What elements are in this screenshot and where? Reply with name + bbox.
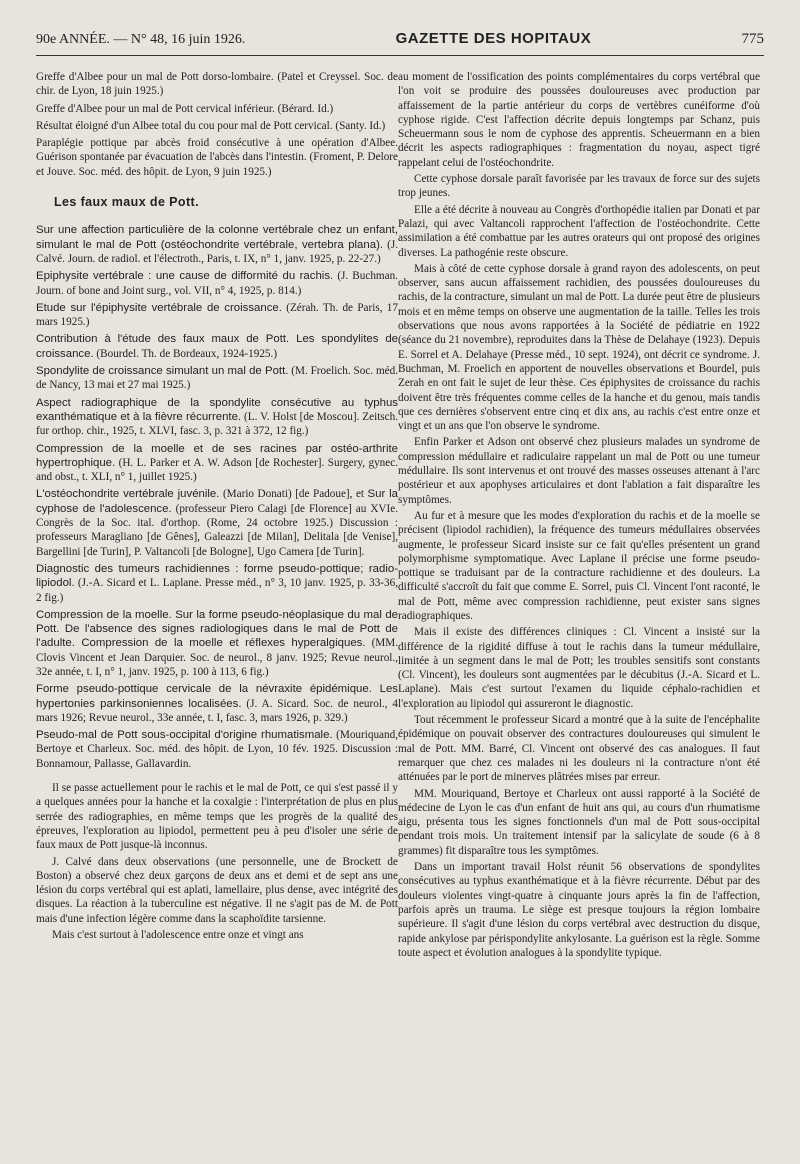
body-paragraph: Tout récemment le professeur Sicard a montré que à la suite de l'encéphalite épidémique on pouvait observer des contractures douloureuses qui simulent le mal de Pott. MM. Barré, Cl. Vincent ont observé des cas analogues. Il faut remarquer que chez ces malades ni les douleurs ni la contracture n'ont été atténuées par le port de minerves plâtrées mises par erreur. (398, 714, 760, 784)
item-heading: Sur une affection particulière de la colonne vertébrale chez un enfant, simulant le mal de Pott (ostéochondrite vertébrale, vertebra plana). (36, 224, 398, 251)
item-citation: (Zérah. Th. de Paris, 17 mars 1925.) (36, 301, 398, 329)
right-column (398, 70, 760, 962)
section-title: Les faux maux de Pott. (54, 195, 199, 210)
page-header (36, 30, 764, 52)
body-paragraph: Mais c'est surtout à l'adolescence entre onze et vingt ans (52, 929, 304, 942)
item-heading: Diagnostic des tumeurs rachidiennes : forme pseudo-pottique; radio-lipiodol. (36, 562, 398, 590)
item-heading: Aspect radiographique de la spondylite consécutive au typhus exanthématique et à la fièvre récurrente. (36, 396, 398, 423)
item-citation: (J.-A. Sicard et L. Laplane. Presse méd., n° 3, 10 janv. 1925, p. 33-36, 2 fig.) (36, 577, 398, 604)
bibliography-item (36, 396, 398, 439)
item-heading: Compression de la moelle. Sur la forme pseudo-néoplasique du mal de Pott. De l'absence des signes radiologiques dans le mal de Pott de l'adulte. Compression de la moelle et réflexes hyperalgiques. (36, 608, 398, 650)
header-rule (36, 55, 764, 56)
body-paragraph: J. Calvé dans deux observations (une personnelle, une de Brockett de Boston) a observé chez deux garçons de deux ans et demi et de sept ans une lésion du corps vertébral qui est aplati, lamellaire, plus dense, avec intégrité des disques. La réaction à la tuberculine est négative. Il ne s'agit pas de M. de Pott mais d'une infection légère comme dans la scaphoïdite tarsienne. (36, 855, 398, 925)
item-citation: (MM. Clovis Vincent et Jean Darquier. Soc. de neurol., 8 janv. 1925; Revue neurol., 32e année, t. I, n° 1, janv. 1925, p. 100 à 113, 6 fig.) (36, 637, 398, 678)
bibliography-item (36, 364, 398, 393)
item-heading: Compression de la moelle et de ses racines par ostéo-arthrite hypertrophique. (36, 442, 398, 469)
item-heading: Sur la cyphose de l'adolescence. (36, 488, 399, 515)
page-number: 775 (741, 31, 764, 47)
bibliography-item (36, 332, 398, 361)
body-paragraph: Mais il existe des différences cliniques : Cl. Vincent a insisté sur la différence de la rigidité diffuse à tout le rachis dans la tumeur médullaire, limitée à un segment dans le mal de Pott; les troubles sensitifs sont constants (Cl. Vincent), les douleurs sont augmentées par le décubitus (J.-A. Sicard et L. Laplane). Mais c'est surtout l'examen du liquide céphalo-rachidien et l'exploration au lipiodol qui assureront le diagnostic. (398, 626, 760, 710)
item-citation: (Bourdel. Th. de Bordeaux, 1924-1925.) (96, 347, 278, 360)
body-paragraph: Mais à côté de cette cyphose dorsale à grand rayon des adolescents, on peut observer, sans aucun affaissement rachidien, des poussées douloureuses du rachis, de la contracture, simulant un mal de Pott. La durée peut être de plusieurs mois et en même temps on observe une augmentation de la taille. Telles les trois observations que nous avons rapportées à la Société de pédiatrie en 1922 (séance du 21 novembre), reproduites dans la Thèse de Delahaye (1923). Depuis E. Sorrel et A. Delahaye (Presse méd., 10 sept. 1924), ont décrit ce syndrome. J. Buchman, M. Froelich en apportent de nouvelles observations et Bourdel, puis Zerah en ont fait le sujet de leur thèse. Ces épiphysites de croissance du rachis doivent être très fréquentes comme celles de la hanche et du genou, mais tandis que ces dernières s'observent entre cinq et dix ans, au rachis c'est entre onze et vingt et un ans que l'on observe le syndrome. (398, 262, 760, 433)
issue-info: 90e ANNÉE. — N° 48, 16 juin 1926. (36, 32, 246, 47)
bibliography-item (36, 487, 398, 558)
body-paragraph: Enfin Parker et Adson ont observé chez plusieurs malades un syndrome de compression médullaire et radiculaire rappelant un mal de Pott ou une tumeur médullaire. Ils sont intervenus et ont trouvé des masses osseuses attenant à l'arc postérieur et aux apophyses articulaires et dont l'ablation a fait disparaître les symptômes. (398, 436, 760, 506)
bibliography-item (36, 682, 398, 725)
bibliography-item (36, 562, 398, 605)
journal-title: GAZETTE DES HOPITAUX (395, 30, 592, 47)
item-citation: (M. Froelich. Soc. méd. de Nancy, 13 mai et 27 mai 1925.) (36, 365, 399, 392)
item-citation: (H. L. Parker et A. W. Adson [de Rochester]. Surgery, gynec. and obst., t. XLI, n° 1, juillet 1925.) (36, 456, 399, 484)
item-citation: (Mouriquand, Bertoye et Charleux. Soc. méd. des hôpit. de Lyon, 10 fév. 1925. Discussion : Bonnamour, Pallasse, Gallavardin. (36, 729, 398, 770)
item-heading: Epiphysite vertébrale : une cause de difformité du rachis. (36, 270, 334, 283)
body-paragraph: Il se passe actuellement pour le rachis et le mal de Pott, ce qui s'est passé il y a quelques années pour la hanche et la coxalgie : l'interprétation de plus en plus serrée des radiographies, en même temps que les progrès de la qualité des épreuves, l'exploration au lipiodol, permettent peu à peu d'isoler une série de faux maux de Pott jusque-là inconnus. (36, 782, 398, 852)
bibliography-item (36, 269, 398, 298)
item-citation: (L. V. Holst [de Moscou]. Zeitsch. fur orthop. chir., 1925, t. XLVI, fasc. 3, p. 321 à 372, 12 fig.) (36, 410, 399, 438)
body-paragraph: Elle a été décrite à nouveau au Congrès d'orthopédie italien par Donati et par Palazi, qui avec Valtancoli rapprochent l'affection de l'ostéochondrite. Cette assimilation a été combattue par les autres orateurs qui ont proposé des origines diverses. La pathogénie reste obscure. (398, 203, 760, 259)
item-heading: Forme pseudo-pottique cervicale de la névraxite épidémique. Les hypertonies parkinsoniennes localisées. (36, 683, 398, 710)
item-citation: (J. Calvé. Journ. de radiol. et l'électroth., Paris, t. IX, n° 1, janv. 1925, p. 22-27.) (36, 238, 398, 265)
bibliography-item (36, 301, 398, 330)
body-paragraph: au moment de l'ossification des points complémentaires du corps vertébral que l'on voit se produire des poussées douloureuses avec production par affaissement de la partie antérieur du corps de vertèbres cunéiforme d'où cyphose rigide. C'est l'affection décrite depuis longtemps par Schanz, puis Scheuermann sous le nom de cyphose des apprentis. Scheuermann en a bien décrit les aspects radiographiques : fragmentation du noyau, aspect tigré rappelant celui de l'ostéochondrite. (398, 71, 760, 169)
body-paragraph: Au fur et à mesure que les modes d'exploration du rachis et de la moelle se précisent (lipiodol rachidien), la fréquence des tumeurs médullaires observées augmente, le professeur Sicard insiste sur ce fait qu'elles présentent un grand polymorphisme symptomatique. Avec Laplane il précise une forme pseudo-pottique se traduisant par de la contracture rachidienne et des douleurs. La difficulté s'accroît du fait que comme E. Sorrel, puis Cl. Vincent l'ont raconté, le mal de Pott, même avec compression rachidienne, peut exister sans signes radiographiques. (398, 509, 760, 622)
reference-entry: Greffe d'Albee pour un mal de Pott cervical inférieur. (Bérard. Id.) (36, 102, 334, 115)
left-column (36, 70, 398, 944)
item-heading: Spondylite de croissance simulant un mal de Pott. (36, 365, 289, 378)
body-paragraph: Dans un important travail Holst réunit 56 observations de spondylites consécutives au typhus exanthématique et à la fièvre récurrente. Début par des douleurs violentes vingt-quatre à cinquante jours après la fin de l'affection, parfois après un trauma. Le siège est presque toujours la région lombaire supérieure. Il s'agit d'une lésion du corps vertébral avec destruction du disque, rapide ankylose par périspondylite ankylosante. La guérison est la règle. Somme toute aspect et évolution analogues à la spondylite typique. (398, 861, 760, 959)
item-citation: (Mario Donati) [de Padoue], et (222, 488, 365, 501)
bibliography-item (36, 608, 398, 679)
item-citation: (professeur Piero Calagi [de Florence] au XVIe. Congrès de la Soc. ital. d'orthop. (Rome, 24 octobre 1925.) Discussion : professeurs Maragliano [de Gênes], Galeazzi [de Milan], Delitala [de Venise], Bargellini [de Turin], P. Valtancoli [de Bologne], Ugo Camera [de Turin]. (36, 502, 398, 558)
item-citation: (J. A. Sicard. Soc. de neurol., 4 mars 1926; Revue neurol., 33e année, t. I, fasc. 3, mars 1926, p. 329.) (36, 697, 399, 724)
reference-entry: Greffe d'Albee pour un mal de Pott dorso-lombaire. (Patel et Creyssel. Soc. de chir. de Lyon, 18 juin 1925.) (36, 71, 398, 98)
body-paragraph: MM. Mouriquand, Bertoye et Charleux ont aussi rapporté à la Société de médecine de Lyon le cas d'un enfant de huit ans qui, au cours d'un rhumatisme aigu, présenta tous les signes fonctionnels d'un mal de Pott sous-occipital pendant trois mois. Un traitement intensif par la salicylate de soude (6 à 8 grammes) fit disparaître tous les symptômes. (398, 787, 760, 857)
bibliography-item (36, 223, 398, 266)
body-paragraph: Cette cyphose dorsale paraît favorisée par les travaux de force sur des sujets trop jeunes. (398, 173, 760, 200)
bibliography-item (36, 728, 398, 771)
reference-entry: Paraplégie pottique par abcès froid consécutive à une opération d'Albee. Guérison spontanée par évacuation de l'abcès dans l'intestin. (Froment, P. Delore et Jouve. Soc. méd. des hôpit. de Lyon, 9 juin 1925.) (36, 137, 398, 178)
bibliography-item (36, 442, 398, 485)
item-heading: L'ostéochondrite vertébrale juvénile. (36, 488, 220, 501)
item-heading: Pseudo-mal de Pott sous-occipital d'origine rhumatismale. (36, 729, 333, 742)
reference-entry: Résultat éloigné d'un Albee total du cou pour mal de Pott cervical. (Santy. Id.) (36, 119, 386, 132)
item-heading: Contribution à l'étude des faux maux de Pott. Les spondylites de croissance. (36, 333, 398, 360)
item-citation: (J. Buchman. Journ. of bone and Joint surg., vol. VII, n° 4, 1925, p. 814.) (36, 270, 398, 297)
item-heading: Etude sur l'épiphysite vertébrale de croissance. (36, 301, 282, 314)
